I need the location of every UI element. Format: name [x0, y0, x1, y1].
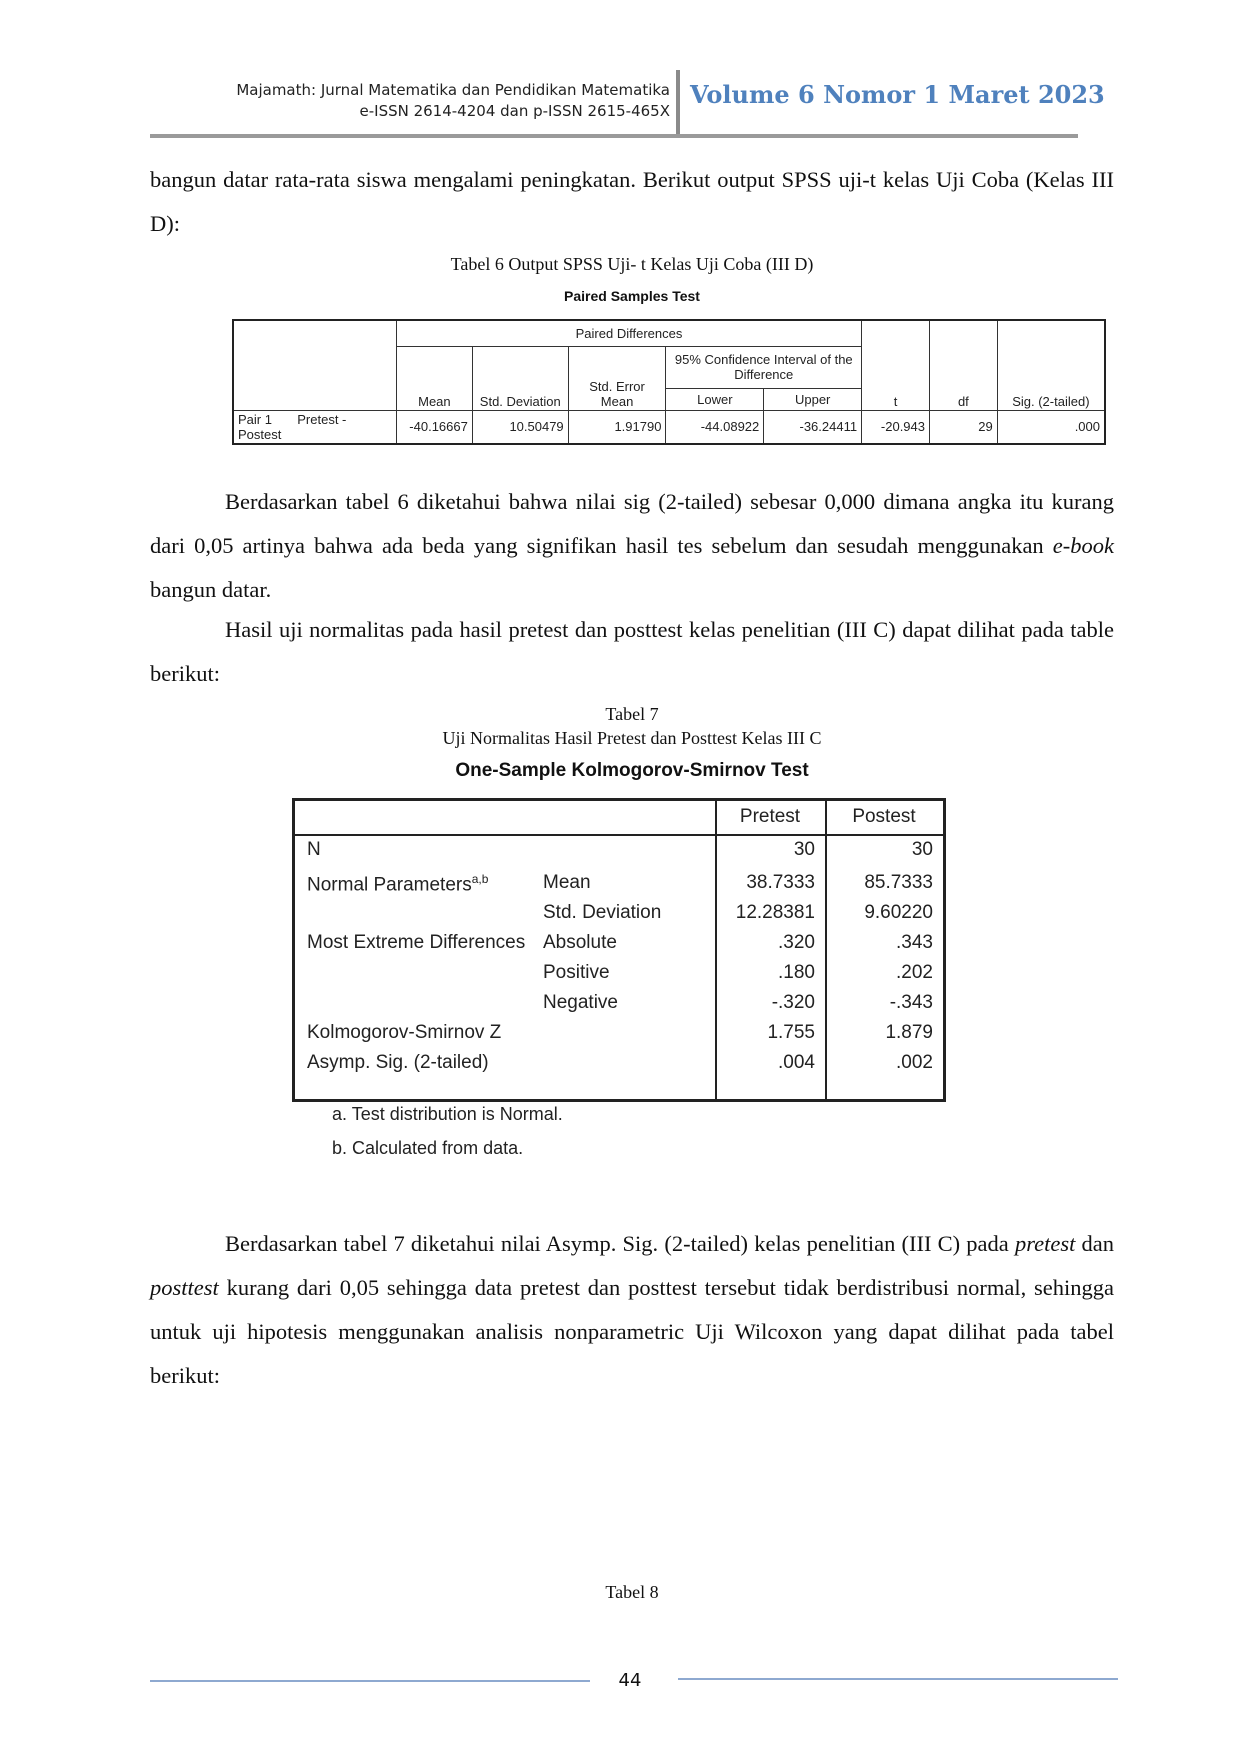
table7-mean-pretest: 38.7333: [746, 872, 815, 893]
table7-sub-stddev: Std. Deviation: [543, 902, 662, 923]
table7-positive-postest: .202: [896, 962, 933, 983]
normal-params-sup: a,b: [471, 872, 489, 886]
table6-title: Paired Samples Test: [564, 288, 700, 304]
table7-ksz-pretest: 1.755: [767, 1022, 815, 1043]
table6-upper-value: -36.24411: [764, 410, 862, 444]
footer-rule-right: [678, 1678, 1118, 1680]
table6-col-sig: Sig. (2-tailed): [997, 320, 1105, 410]
p4-text-c: kurang dari 0,05 sehingga data pretest dan posttest tersebut tidak berdistribusi normal, sehingga untuk uji hipotesis menggunakan analisis nonparametric Uji Wilcoxon yang dapat dilihat pada tabel berikut:: [150, 1275, 1114, 1388]
table7-label-n: N: [307, 839, 321, 860]
table6-sig-value: .000: [997, 410, 1105, 444]
table7-col-postest: Postest: [852, 806, 916, 827]
journal-issn: e-ISSN 2614-4204 dan p-ISSN 2615-465X: [359, 102, 670, 120]
table6-row-pair1: [233, 410, 1105, 444]
table7-note-b: b. Calculated from data.: [332, 1138, 524, 1158]
table6-t-value: -20.943: [862, 410, 930, 444]
p4-pretest: pretest: [1014, 1231, 1076, 1256]
table6-pair-label: [233, 410, 396, 444]
table7-caption-line2: Uji Normalitas Hasil Pretest dan Posttest Kelas III C: [442, 728, 822, 748]
p2-ebook: e-book: [1052, 533, 1114, 558]
table7-asymp-postest: .002: [896, 1052, 933, 1073]
table6-mean-value: -40.16667: [396, 410, 472, 444]
normal-params-text: Normal Parameters: [307, 874, 472, 896]
table7-asymp-pretest: .004: [778, 1052, 815, 1073]
table7-label-asymp: Asymp. Sig. (2-tailed): [307, 1052, 489, 1073]
paragraph-table7-result: [150, 1222, 1114, 1398]
table6-col-lower: Lower: [666, 388, 764, 410]
table6-caption: Tabel 6 Output SPSS Uji- t Kelas Uji Coba (III D): [450, 254, 814, 274]
table7-n-pretest: 30: [793, 839, 815, 860]
page-number: 44: [618, 1670, 642, 1691]
journal-header: [150, 80, 670, 122]
table6-col-upper: Upper: [764, 388, 862, 410]
table7-label-ksz: Kolmogorov-Smirnov Z: [307, 1022, 502, 1043]
table7-caption-line1: Tabel 7: [605, 704, 659, 724]
journal-name: Majamath: Jurnal Matematika dan Pendidikan Matematika: [236, 81, 670, 99]
table7-mean-postest: 85.7333: [864, 872, 933, 893]
p2-text-a: Berdasarkan tabel 6 diketahui bahwa nilai sig (2-tailed) sebesar 0,000 dimana angka itu kurang dari 0,05 artinya bahwa ada beda yang signifikan hasil tes sebelum dan sesudah menggunakan: [150, 489, 1114, 558]
paragraph-intro: bangun datar rata-rata siswa mengalami peningkatan. Berikut output SPSS uji-t kelas Uji Coba (Kelas III D):: [150, 167, 1114, 236]
table7-stddev-postest: 9.60220: [864, 902, 933, 923]
table7-ksz-postest: 1.879: [885, 1022, 933, 1043]
table7-header-rule: [295, 834, 943, 836]
table7-sub-mean: Mean: [543, 872, 591, 893]
table6-col-t: t: [862, 320, 930, 410]
table6-col-mean: Mean: [396, 346, 472, 410]
table7-stddev-pretest: 12.28381: [735, 902, 815, 923]
header-rule: [150, 134, 1078, 138]
table7-note-a: a. Test distribution is Normal.: [332, 1104, 563, 1124]
table6-group-header: Paired Differences: [396, 320, 861, 346]
table6-col-stddev: Std. Deviation: [472, 346, 568, 410]
table6-col-df: df: [930, 320, 998, 410]
table6-lower-value: -44.08922: [666, 410, 764, 444]
table8-caption: Tabel 8: [605, 1582, 659, 1602]
table6-corner: [233, 320, 396, 410]
table7-title: One-Sample Kolmogorov-Smirnov Test: [455, 760, 809, 781]
table7-col-pretest: Pretest: [739, 806, 801, 827]
table7-positive-pretest: .180: [778, 962, 815, 983]
table6-pair: Pair 1: [238, 411, 272, 427]
table7-sub-absolute: Absolute: [543, 932, 617, 953]
table7-label-normal-params: [307, 872, 488, 896]
table6-col-stderr: Std. Error Mean: [568, 346, 666, 410]
table7-n-postest: 30: [911, 839, 933, 860]
table6-stddev-value: 10.50479: [472, 410, 568, 444]
table7-sub-positive: Positive: [543, 962, 610, 983]
p4-posttest: posttest: [150, 1275, 219, 1300]
table7-absolute-pretest: .320: [778, 932, 815, 953]
header-separator: [676, 70, 680, 134]
table7-negative-pretest: -.320: [771, 992, 815, 1013]
ks-test-table: [292, 798, 946, 1102]
table7-label-extreme: Most Extreme Differences: [307, 932, 526, 953]
table6-df-value: 29: [930, 410, 998, 444]
table7-sub-negative: Negative: [543, 992, 618, 1013]
paired-samples-table: [232, 319, 1106, 445]
table7-absolute-postest: .343: [896, 932, 933, 953]
table6-pair-name: Pretest - Postest: [238, 411, 347, 442]
p4-text-a: Berdasarkan tabel 7 diketahui nilai Asymp. Sig. (2-tailed) kelas penelitian (III C) pada: [225, 1231, 1015, 1256]
paragraph-table6-result: [150, 480, 1114, 612]
table6-ci-header: 95% Confidence Interval of the Difference: [666, 346, 862, 388]
table7-negative-postest: -.343: [889, 992, 933, 1013]
p2-text-b: bangun datar.: [150, 577, 272, 602]
paragraph-normality-intro: Hasil uji normalitas pada hasil pretest dan posttest kelas penelitian (III C) dapat dilihat pada table berikut:: [150, 617, 1114, 686]
table6-stderr-value: 1.91790: [568, 410, 666, 444]
footer-rule-left: [150, 1680, 590, 1682]
volume-label: Volume 6 Nomor 1 Maret 2023: [690, 80, 1105, 109]
p4-text-b: dan: [1075, 1231, 1114, 1256]
